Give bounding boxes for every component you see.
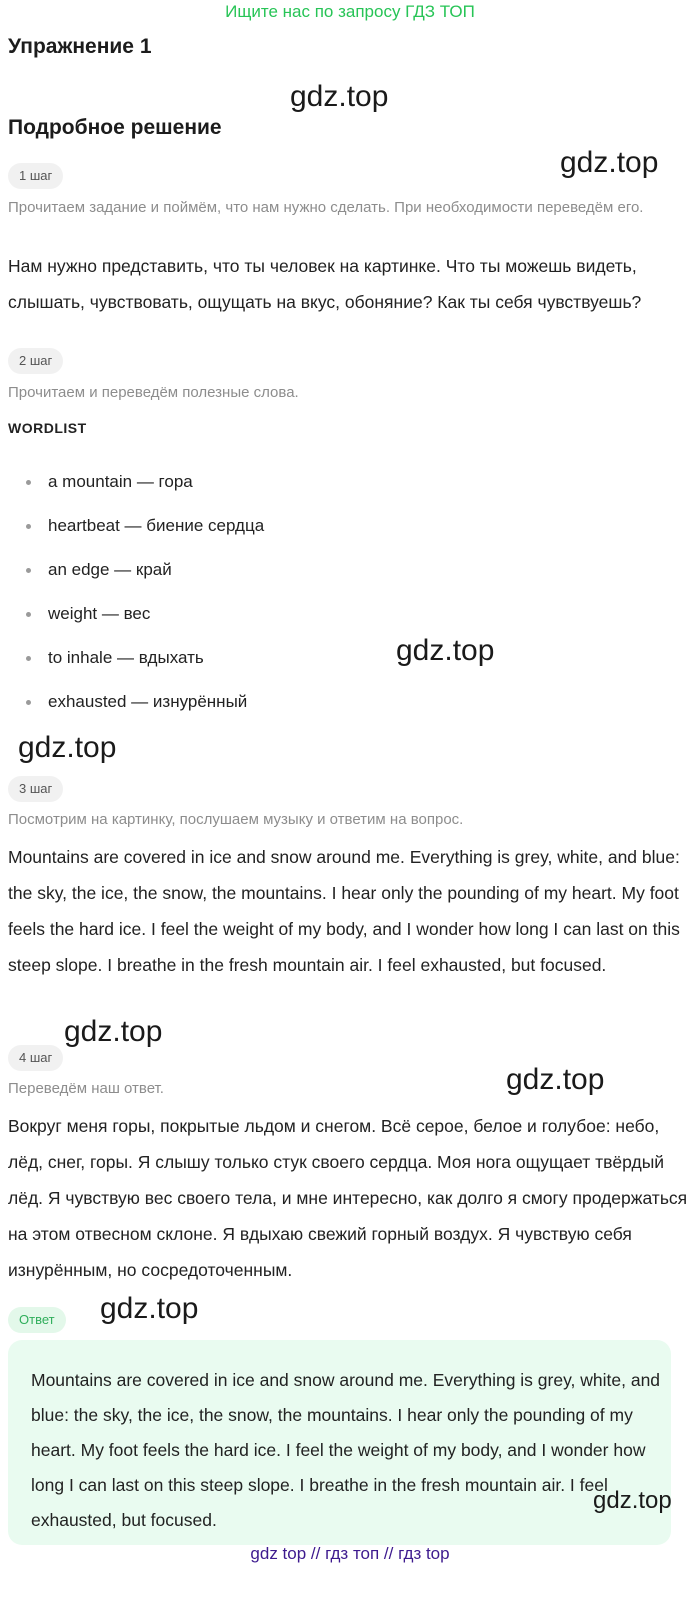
step-3-hint: Посмотрим на картинку, послушаем музыку и ответим на вопрос.	[8, 811, 464, 828]
bullet-icon	[26, 568, 31, 573]
list-item	[22, 504, 264, 548]
word-list	[22, 460, 264, 724]
bullet-icon	[26, 480, 31, 485]
word-entry: exhausted — изнурённый	[48, 692, 248, 711]
solution-title: Подробное решение	[8, 116, 222, 139]
exercise-title: Упражнение 1	[8, 35, 152, 58]
wordlist-title: WORDLIST	[8, 420, 87, 436]
word-entry: heartbeat — биение сердца	[48, 516, 265, 535]
list-item	[22, 636, 264, 680]
watermark: gdz.top	[593, 1487, 672, 1514]
step-4-badge: 4 шаг	[8, 1045, 63, 1071]
bullet-icon	[26, 612, 31, 617]
watermark: gdz.top	[396, 634, 495, 667]
step-3-text: Mountains are covered in ice and snow around me. Everything is grey, white, and blue: the sky, the ice, the snow, the mountains. I hear only the pounding of my heart. My foot feels the hard ice. I feel the weight of my body, and I wonder how long I can last on this steep slope. I breathe in the fresh mountain air. I feel exhausted, but focused.	[8, 847, 680, 975]
watermark: gdz.top	[18, 731, 117, 764]
list-item	[22, 460, 264, 504]
step-1-hint: Прочитаем задание и поймём, что нам нужно сделать. При необходимости переведём его.	[8, 199, 644, 216]
watermark: gdz.top	[506, 1063, 605, 1096]
step-1-text: Нам нужно представить, что ты человек на картинке. Что ты можешь видеть, слышать, чувствовать, ощущать на вкус, обоняние? Как ты себя чувствуешь?	[8, 256, 642, 312]
step-3-badge: 3 шаг	[8, 776, 63, 802]
word-entry: weight — вес	[48, 604, 151, 623]
answer-text: Mountains are covered in ice and snow around me. Everything is grey, white, and blue: the sky, the ice, the snow, the mountains. I hear only the pounding of my heart. My foot feels the hard ice. I feel the weight of my body, and I wonder how long I can last on this steep slope. I breathe in the fresh mountain air. I feel exhausted, but focused.	[31, 1370, 661, 1530]
bullet-icon	[26, 700, 31, 705]
bullet-icon	[26, 524, 31, 529]
bullet-icon	[26, 656, 31, 661]
list-item	[22, 592, 264, 636]
word-entry: to inhale — вдыхать	[48, 648, 204, 667]
search-banner: Ищите нас по запросу ГДЗ ТОП	[225, 2, 475, 21]
footer-links[interactable]: gdz top // гдз топ // гдз top	[250, 1544, 450, 1563]
step-4-text: Вокруг меня горы, покрытые льдом и снегом. Всё серое, белое и голубое: небо, лёд, снег, горы. Я слышу только стук своего сердца. Моя нога ощущает твёрдый лёд. Я чувствую вес своего тела, и мне интересно, как долго я смогу продержаться на этом отвесном склоне. Я вдыхаю свежий горный воздух. Я чувствую себя изнурённым, но сосредоточенным.	[8, 1116, 688, 1280]
list-item	[22, 548, 264, 592]
step-1-badge: 1 шаг	[8, 163, 63, 189]
word-entry: an edge — край	[48, 560, 172, 579]
watermark: gdz.top	[290, 80, 389, 113]
step-2-hint: Прочитаем и переведём полезные слова.	[8, 384, 299, 401]
watermark: gdz.top	[560, 146, 659, 179]
word-entry: a mountain — гора	[48, 472, 193, 491]
watermark: gdz.top	[100, 1292, 199, 1325]
answer-badge: Ответ	[8, 1307, 66, 1333]
step-4-hint: Переведём наш ответ.	[8, 1080, 164, 1097]
step-2-badge: 2 шаг	[8, 348, 63, 374]
watermark: gdz.top	[64, 1015, 163, 1048]
list-item	[22, 680, 264, 724]
